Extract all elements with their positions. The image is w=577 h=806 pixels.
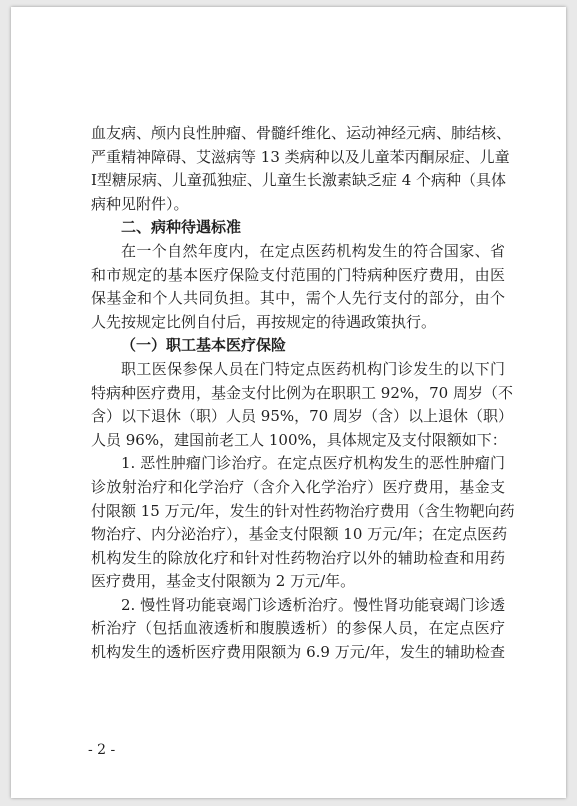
section-heading: 二、病种待遇标准 xyxy=(121,218,242,237)
text-line: 物治疗、内分泌治疗），基金支付限额 10 万元/年；在定点医药 xyxy=(91,525,508,544)
text-line: 人先按规定比例自付后，再按规定的待遇政策执行。 xyxy=(91,312,437,331)
text-line: 严重精神障碍、艾滋病等 13 类病种以及儿童苯丙酮尿症、儿童 xyxy=(91,147,510,166)
text-line: 病种见附件）。 xyxy=(91,194,189,213)
text-line: 付限额 15 万元/年，发生的针对性药物治疗费用（含生物靶向药 xyxy=(91,501,515,520)
text-line: 保基金和个人共同负担。其中，需个人先行支付的部分，由个 xyxy=(91,289,505,308)
text-line: 诊放射治疗和化学治疗（含介入化学治疗）医疗费用，基金支 xyxy=(91,477,505,496)
text-line: I型糖尿病、儿童孤独症、儿童生长激素缺乏症 4 个病种（具体 xyxy=(91,171,507,190)
page-number: - 2 - xyxy=(88,742,116,758)
text-line: 血友病、颅内良性肿瘤、骨髓纤维化、运动神经元病、肺结核、 xyxy=(91,124,512,142)
text-line: 和市规定的基本医疗保险支付范围的门特病种医疗费用，由医 xyxy=(91,265,505,284)
document-body xyxy=(91,122,515,665)
text-line: 医疗费用，基金支付限额为 2 万元/年。 xyxy=(91,572,356,591)
text-line: 析治疗（包括血液透析和腹膜透析）的参保人员，在定点医疗 xyxy=(91,619,505,638)
section-heading: （一）职工基本医疗保险 xyxy=(121,336,287,355)
document-page xyxy=(11,7,566,798)
text-line: 在一个自然年度内，在定点医药机构发生的符合国家、省 xyxy=(121,241,505,260)
text-line: 2. 慢性肾功能衰竭门诊透析治疗。慢性肾功能衰竭门诊透 xyxy=(121,595,505,614)
text-line: 机构发生的除放化疗和针对性药物治疗以外的辅助检查和用药 xyxy=(91,548,505,567)
text-line: 特病种医疗费用，基金支付比例为在职职工 92%，70 周岁（不 xyxy=(91,383,513,402)
text-line: 1. 恶性肿瘤门诊治疗。在定点医疗机构发生的恶性肿瘤门 xyxy=(121,454,505,473)
text-line: 职工医保参保人员在门特定点医药机构门诊发生的以下门 xyxy=(121,359,505,378)
text-line: 机构发生的透析医疗费用限额为 6.9 万元/年，发生的辅助检查 xyxy=(91,643,505,662)
text-line: 含）以下退休（职）人员 95%，70 周岁（含）以上退休（职） xyxy=(91,407,513,426)
text-line: 人员 96%，建国前老工人 100%，具体规定及支付限额如下： xyxy=(91,430,507,449)
